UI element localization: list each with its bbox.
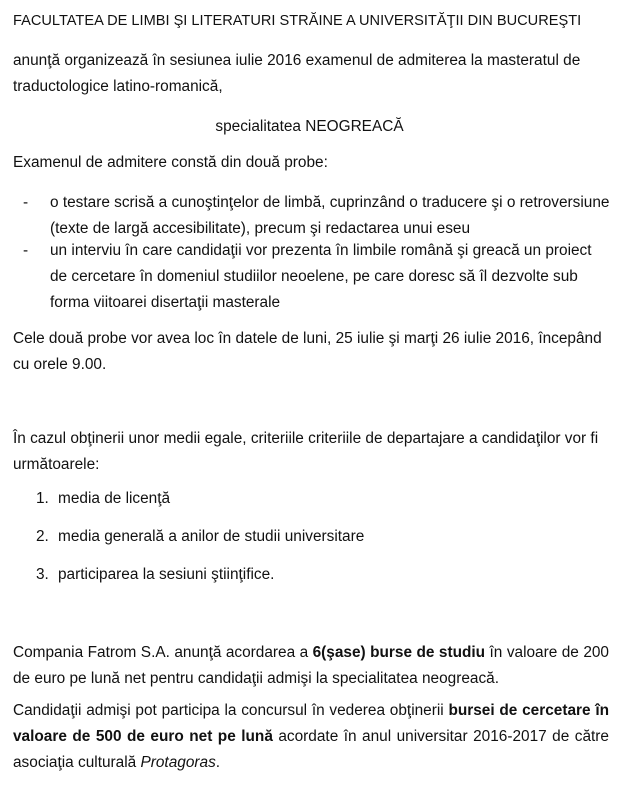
- faculty-heading: FACULTATEA DE LIMBI ŞI LITERATURI STRĂINE A UNIVERSITĂŢII DIN BUCUREŞTI: [13, 13, 582, 29]
- scholarship-text-start: Compania Fatrom S.A. anunţă acordarea a: [13, 644, 313, 661]
- criteria-text-1: media de licenţă: [58, 490, 171, 507]
- dates-paragraph: Cele două probe vor avea loc în datele de luni, 25 iulie şi marţi 26 iulie 2016, începând cu orele 9.00.: [13, 330, 602, 373]
- research-paragraph: [13, 698, 609, 776]
- research-bold: bursei de cercetare în valoare de 500 de euro net pe lună: [13, 702, 609, 745]
- intro-paragraph: anunţă organizează în sesiunea iulie 2016 examenul de admiterea la masteratul de traductologice latino-romanică,: [13, 52, 581, 95]
- probe-item-1: [13, 190, 609, 242]
- criteria-item-2: [13, 524, 609, 550]
- criteria-item-1: [13, 486, 609, 512]
- criteria-text-2: media generală a anilor de studii universitare: [58, 528, 365, 545]
- probe-text-2: un interviu în care candidaţii vor prezenta în limbile română şi greacă un proiect de cercetare în domeniul studiilor neoelene, pe care doresc să îl dezvolte sub forma viitoarei disertaţii masterale: [50, 242, 592, 311]
- research-text-start: Candidaţii admişi pot participa la concursul în vederea obţinerii: [13, 702, 449, 719]
- scholarship-paragraph: [13, 640, 609, 692]
- exam-intro: Examenul de admitere constă din două probe:: [13, 154, 328, 171]
- list-dash: -: [23, 242, 29, 259]
- list-number: 3.: [36, 566, 49, 583]
- research-text-middle: acordate în anul universitar 2016-2017 de către asociaţia culturală: [13, 728, 609, 771]
- list-dash: -: [23, 194, 29, 211]
- criteria-text-3: participarea la sesiuni ştiinţifice.: [58, 566, 275, 583]
- scholarship-bold: 6(şase) burse de studiu: [312, 644, 486, 661]
- probe-text-1: o testare scrisă a cunoştinţelor de limbă, cuprinzând o traducere şi o retroversiune (texte de largă accesibilitate), precum şi redactarea unui eseu: [50, 194, 610, 237]
- criteria-intro: În cazul obţinerii unor medii egale, criteriile criteriile de departajare a candidaţilor vor fi următoarele:: [13, 430, 599, 473]
- research-text-end: .: [215, 754, 221, 771]
- criteria-item-3: [13, 562, 609, 588]
- list-number: 1.: [36, 490, 49, 507]
- specialty-line: specialitatea NEOGREACĂ: [215, 118, 404, 135]
- scholarship-text-end: în valoare de 200 de euro pe lună net pentru candidaţii admişi la specialitatea neogreacă.: [13, 644, 609, 687]
- list-number: 2.: [36, 528, 49, 545]
- probe-item-2: [13, 238, 609, 316]
- research-italic: Protagoras: [140, 754, 216, 771]
